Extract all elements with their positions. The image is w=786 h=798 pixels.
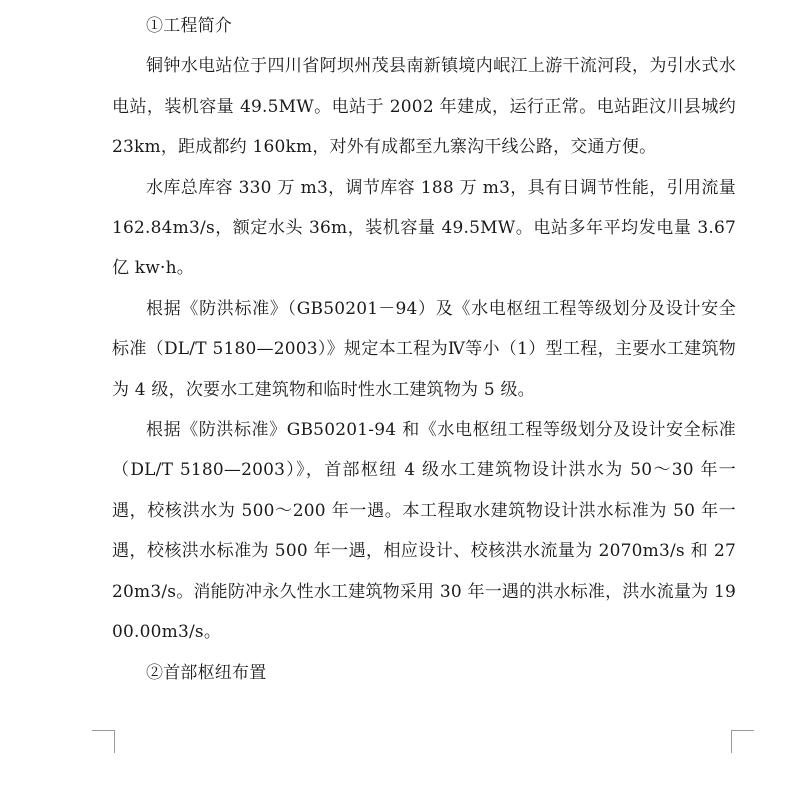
- paragraph-flood-standard: 根据《防洪标准》GB50201-94 和《水电枢纽工程等级划分及设计安全标准（DL/T 5180—2003）》，首部枢纽 4 级水工建筑物设计洪水为 50～30 年一遇，校核洪水为 500～200 年一遇。本工程取水建筑物设计洪水标准为 50 年一遇，校核洪水标准为 500 年一遇，相应设计、校核洪水流量为 2070m3/s 和 2720m3/s。消能防冲永久性水工建筑物采用 30 年一遇的洪水标准，洪水流量为 1900.00m3/s。: [112, 420, 736, 643]
- paragraph-location: 铜钟水电站位于四川省阿坝州茂县南新镇境内岷江上游干流河段，为引水式水电站，装机容量 49.5MW。电站于 2002 年建成，运行正常。电站距汶川县城约 23km，距成都约 160km，对外有成都至九寨沟干线公路，交通方便。: [112, 56, 736, 158]
- paragraph-reservoir: 水库总库容 330 万 m3，调节库容 188 万 m3，具有日调节性能，引用流量 162.84m3/s，额定水头 36m，装机容量 49.5MW。电站多年平均发电量 3.67 亿 kw·h。: [112, 177, 736, 279]
- page-margin-corner-mark-left: [92, 730, 115, 753]
- section-heading-project-overview: ①工程简介: [146, 16, 232, 36]
- page-margin-corner-mark-right: [731, 730, 754, 753]
- paragraph-grade-standard: 根据《防洪标准》（GB50201－94）及《水电枢纽工程等级划分及设计安全标准（DL/T 5180—2003）》规定本工程为Ⅳ等小（1）型工程，主要水工建筑物为 4 级，次要水工建筑物和临时性水工建筑物为 5 级。: [112, 298, 736, 400]
- document-body: [112, 6, 736, 693]
- section-heading-headworks-layout: ②首部枢纽布置: [146, 662, 267, 683]
